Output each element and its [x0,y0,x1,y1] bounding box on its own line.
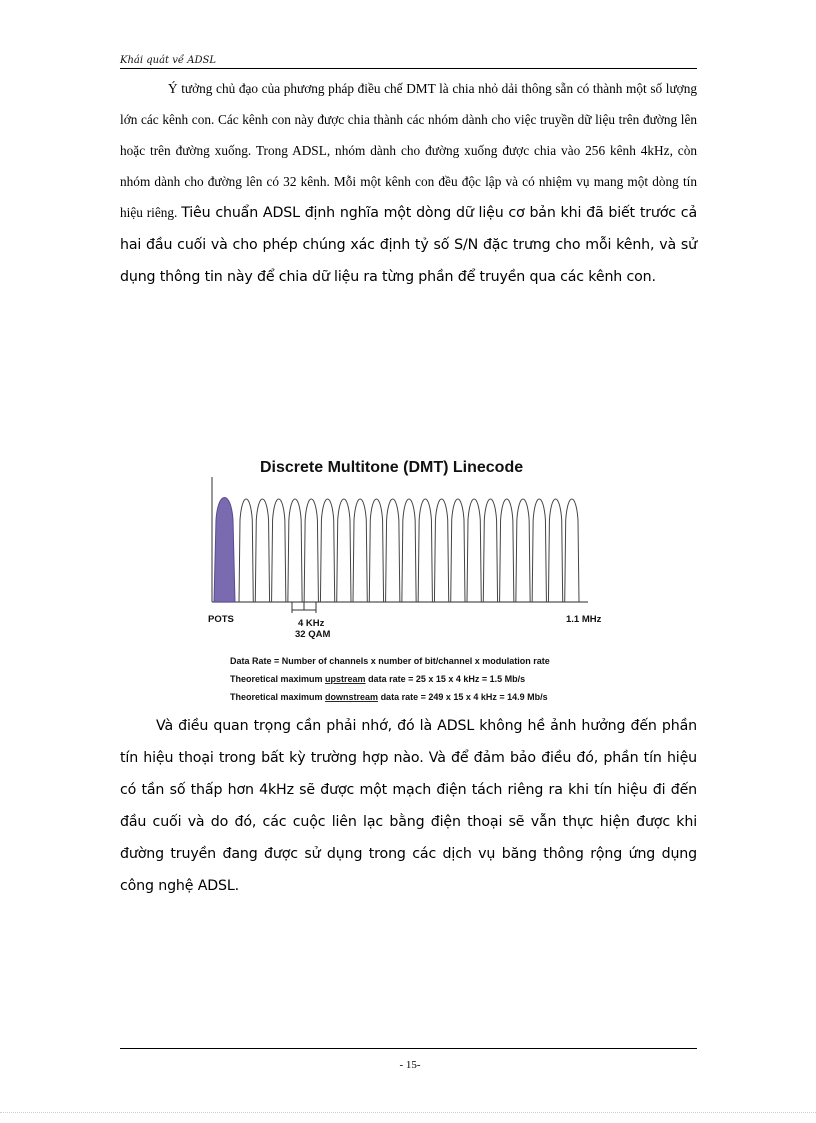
channel-lobe [386,499,400,602]
label-32qam: 32 QAM [295,629,331,640]
channel-lobe [353,499,367,602]
channel-lobe [337,499,351,602]
label-frequency-max: 1.1 MHz [566,614,602,625]
pots-band [214,498,235,603]
caption-upstream-keyword: upstream [325,674,366,684]
paragraph-pots-protection: Và điều quan trọng cần phải nhớ, đó là ADSL không hề ảnh hưởng đến phần tín hiệu thoại trong bất kỳ trường hợp nào. Và để đảm bảo điều đó, phần tín hiệu có tần số thấp hơn 4kHz sẽ được một mạch điện tách riêng ra khi tín hiệu đi đến đầu cuối và do đó, các cuộc liên lạc bằng điện thoại sẽ vẫn thực hiện được khi đường truyền đang được sử dụng trong các dịch vụ băng thông rộng ứng dụng công nghệ ADSL. [120,718,697,894]
channel-lobe [483,499,497,602]
channel-lobe [272,499,286,602]
label-4khz: 4 KHz [298,618,325,629]
header-rule [120,68,697,69]
paragraph-serif-part: Ý tưởng chủ đạo của phương pháp điều chế DMT là chia nhỏ dải thông sẵn có thành một số lượng lớn các kênh con. Các kênh con này được chia thành các nhóm dành cho việc truyền dữ liệu trên đường lên hoặc trên đường xuống. Trong ADSL, nhóm dành cho đường xuống được chia vào 256 kênh 4kHz, còn nhóm dành cho đường lên có 32 kênh. Mỗi một kênh con đều độc lập và có nhiệm vụ mang một dòng tín hiệu riêng. [120,81,697,220]
caption-upstream-suffix: data rate = 25 x 15 x 4 kHz = 1.5 Mb/s [365,674,526,684]
channel-lobe [304,499,318,602]
channel-lobe [239,499,253,602]
channel-lobe [565,499,579,602]
channel-lobe [451,499,465,602]
caption-downstream [230,692,548,702]
caption-data-rate: Data Rate = Number of channels x number of bit/channel x modulation rate [230,656,550,666]
channel-lobe [288,499,302,602]
paragraph-dmt-intro [120,73,697,293]
channel-lobe [320,499,334,602]
channel-lobe [500,499,514,602]
caption-upstream [230,674,525,684]
caption-downstream-prefix: Theoretical maximum [230,692,326,702]
label-pots: POTS [208,614,234,625]
caption-downstream-keyword: downstream [325,692,379,702]
channel-lobe [402,499,416,602]
channel-lobe [418,499,432,602]
channel-lobe [434,499,448,602]
channel-lobe [516,499,530,602]
caption-downstream-suffix: data rate = 249 x 15 x 4 kHz = 14.9 Mb/s [378,692,548,702]
channel-lobe [532,499,546,602]
channel-lobe [467,499,481,602]
page-number: - 15- [399,1059,421,1071]
channel-lobe [369,499,383,602]
footer-rule [120,1048,697,1049]
dmt-diagram [200,450,620,715]
figure-title: Discrete Multitone (DMT) Linecode [260,459,524,476]
dmt-figure [200,450,620,715]
channel-lobes [239,499,579,602]
paragraph-sans-part: Tiêu chuẩn ADSL định nghĩa một dòng dữ liệu cơ bản khi đã biết trước cả hai đầu cuối và cho phép chúng xác định tỷ số S/N đặc trưng cho mỗi kênh, và sử dụng thông tin này để chia dữ liệu ra từng phần để truyền qua các kênh con. [120,205,697,285]
page-bottom-border [0,1112,816,1113]
running-header: Khái quát về ADSL [120,55,216,66]
channel-lobe [255,499,269,602]
channel-lobe [548,499,562,602]
caption-upstream-prefix: Theoretical maximum [230,674,326,684]
